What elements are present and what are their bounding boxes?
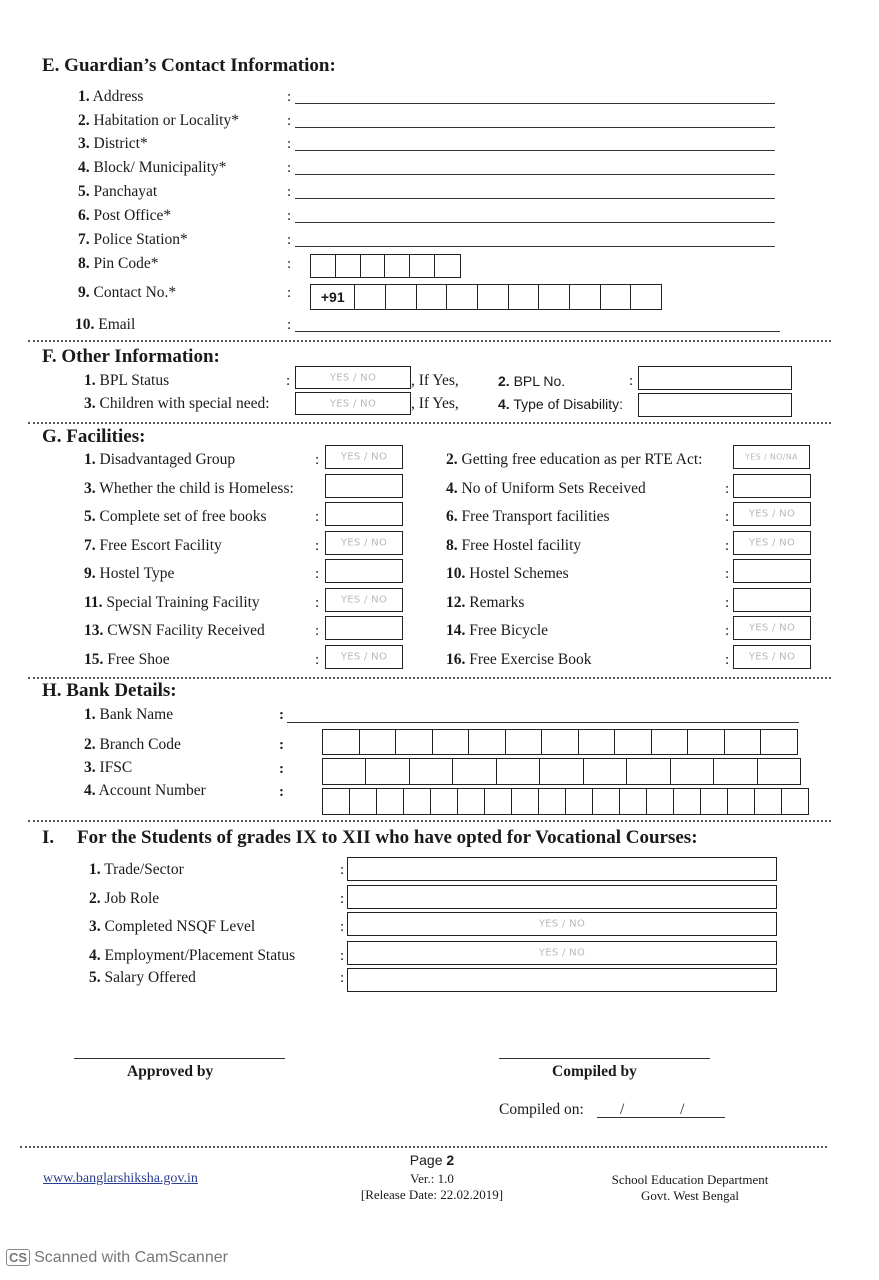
- colon: :: [287, 136, 292, 152]
- if-yes-text: , If Yes,: [411, 372, 459, 389]
- guardian-field-label: 4. Block/ Municipality*: [78, 159, 227, 176]
- guardian-field-input[interactable]: [295, 198, 775, 199]
- digit-cell[interactable]: [566, 789, 593, 814]
- bpl-no-input[interactable]: [638, 366, 792, 390]
- pin-code-input[interactable]: [310, 254, 461, 278]
- facility-label: 1. Disadvantaged Group: [84, 451, 236, 468]
- digit-cell[interactable]: [360, 730, 397, 754]
- facility-label: 16. Free Exercise Book: [446, 651, 592, 668]
- digit-cell[interactable]: [584, 759, 627, 784]
- section-divider: [28, 422, 831, 424]
- country-code: +91: [320, 289, 345, 305]
- vocational-field-label: 1. Trade/Sector: [89, 861, 184, 878]
- section-divider: [28, 820, 831, 822]
- facility-label: 13. CWSN Facility Received: [84, 622, 265, 639]
- digit-cell[interactable]: [761, 730, 797, 754]
- facility-input[interactable]: [733, 474, 811, 498]
- colon: :: [340, 919, 345, 935]
- facility-label: 14. Free Bicycle: [446, 622, 549, 639]
- facility-input[interactable]: [733, 531, 811, 555]
- digit-cell[interactable]: [674, 789, 701, 814]
- guardian-field-label: 7. Police Station*: [78, 231, 188, 248]
- branch-code-label: 2. Branch Code: [84, 736, 181, 753]
- digit-cell[interactable]: [593, 789, 620, 814]
- section-f-title: F. Other Information:: [42, 346, 220, 367]
- colon: :: [287, 317, 292, 333]
- yes-no-hint: YES / NO: [538, 947, 586, 959]
- colon: :: [287, 160, 292, 176]
- facility-input[interactable]: [325, 645, 403, 669]
- digit-cell[interactable]: [755, 789, 782, 814]
- guardian-field-input[interactable]: [295, 127, 775, 128]
- digit-cell[interactable]: [782, 789, 808, 814]
- colon: :: [340, 862, 345, 878]
- guardian-field-label: 1. Address: [78, 88, 144, 105]
- colon: :: [340, 891, 345, 907]
- digit-cell[interactable]: [671, 759, 714, 784]
- facility-label: 15. Free Shoe: [84, 651, 170, 668]
- branch-code-input[interactable]: [322, 729, 798, 755]
- facility-label: 8. Free Hostel facility: [446, 537, 582, 554]
- special-need-label: 3. Children with special need:: [84, 395, 270, 412]
- digit-cell[interactable]: [652, 730, 689, 754]
- camscanner-logo-icon: CS: [6, 1249, 30, 1266]
- guardian-field-input[interactable]: [295, 222, 775, 223]
- bpl-status-label: 1. BPL Status: [84, 372, 170, 389]
- digit-cell[interactable]: [366, 759, 409, 784]
- website-link[interactable]: www.banglarshiksha.gov.in: [43, 1171, 198, 1186]
- digit-cell[interactable]: [615, 730, 652, 754]
- digit-cell[interactable]: [469, 730, 506, 754]
- page-number: Page 2: [409, 1152, 455, 1168]
- facility-input[interactable]: [325, 531, 403, 555]
- yes-no-hint: YES / NO: [748, 537, 796, 549]
- guardian-field-input[interactable]: [295, 103, 775, 104]
- digit-cell[interactable]: [377, 789, 404, 814]
- colon: :: [287, 256, 292, 272]
- colon: :: [287, 285, 292, 301]
- facility-label: 10. Hostel Schemes: [446, 565, 569, 582]
- department-name: School Education Department: [611, 1172, 769, 1187]
- facility-label: 6. Free Transport facilities: [446, 508, 610, 525]
- colon: :: [315, 509, 320, 525]
- facility-input[interactable]: [325, 474, 403, 498]
- yes-no-hint: YES / NO: [748, 622, 796, 634]
- colon: :: [315, 652, 320, 668]
- camscanner-text: Scanned with CamScanner: [34, 1249, 228, 1266]
- guardian-field-label: 5. Panchayat: [78, 183, 158, 200]
- yes-no-hint: YES / NO: [329, 398, 377, 409]
- guardian-field-label: 10. Email: [75, 316, 136, 333]
- digit-cell[interactable]: [701, 789, 728, 814]
- digit-cell[interactable]: [542, 730, 579, 754]
- digit-cell[interactable]: [579, 730, 616, 754]
- colon: :: [725, 509, 730, 525]
- section-i-title: For the Students of grades IX to XII who have opted for Vocational Courses:: [77, 827, 698, 848]
- digit-cell[interactable]: [431, 789, 458, 814]
- colon: :: [287, 184, 292, 200]
- guardian-field-input[interactable]: [295, 174, 775, 175]
- digit-cell[interactable]: [410, 759, 453, 784]
- digit-cell[interactable]: [323, 759, 366, 784]
- facility-label: 11. Special Training Facility: [84, 594, 260, 611]
- facility-label: 12. Remarks: [446, 594, 525, 611]
- colon: :: [315, 566, 320, 582]
- digit-cell[interactable]: [540, 759, 583, 784]
- digit-cell[interactable]: [350, 789, 377, 814]
- yes-no-hint: YES / NO: [329, 372, 377, 383]
- yes-no-hint: YES / NO: [748, 651, 796, 663]
- facility-input[interactable]: [325, 445, 403, 469]
- digit-cell[interactable]: [323, 789, 350, 814]
- facility-input[interactable]: [733, 445, 810, 469]
- facility-input[interactable]: [325, 502, 403, 526]
- guardian-field-input[interactable]: [295, 246, 775, 247]
- yes-no-hint: YES / NO: [340, 537, 388, 549]
- vocational-field-input[interactable]: [347, 857, 777, 881]
- facility-label: 7. Free Escort Facility: [84, 537, 222, 554]
- colon: :: [286, 373, 291, 389]
- digit-cell[interactable]: [758, 759, 800, 784]
- facility-input[interactable]: [733, 588, 811, 612]
- yes-no-hint: YES / NO: [340, 651, 388, 663]
- colon: :: [287, 113, 292, 129]
- vocational-field-input[interactable]: [347, 912, 777, 936]
- facility-label: 5. Complete set of free books: [84, 508, 267, 525]
- digit-cell[interactable]: [539, 789, 566, 814]
- release-date: [Release Date: 22.02.2019]: [360, 1187, 504, 1202]
- colon: :: [315, 452, 320, 468]
- disability-label: 4. Type of Disability:: [498, 396, 624, 412]
- vocational-field-input[interactable]: [347, 941, 777, 965]
- approved-by-label: Approved by: [127, 1063, 214, 1080]
- guardian-field-label: 3. District*: [78, 135, 148, 152]
- government-name: Govt. West Bengal: [640, 1188, 739, 1203]
- yes-no-hint: YES / NO: [538, 918, 586, 930]
- section-h-title: H. Bank Details:: [42, 680, 177, 701]
- yes-no-hint: YES / NO: [340, 451, 388, 463]
- colon: :: [279, 784, 284, 800]
- special-need-input[interactable]: [295, 392, 411, 415]
- compiled-on-label: Compiled on:: [499, 1101, 584, 1118]
- colon: :: [725, 538, 730, 554]
- colon: :: [725, 623, 730, 639]
- colon: :: [279, 761, 284, 777]
- section-divider: [28, 677, 831, 679]
- yes-no-hint: YES / NO: [340, 594, 388, 606]
- yes-no-hint: YES / NO/NA: [745, 452, 798, 462]
- colon: :: [725, 595, 730, 611]
- digit-cell[interactable]: [688, 730, 725, 754]
- digit-cell[interactable]: [396, 730, 433, 754]
- digit-cell[interactable]: [725, 730, 762, 754]
- guardian-field-label: 8. Pin Code*: [78, 255, 159, 272]
- version: Ver.: 1.0: [410, 1171, 454, 1186]
- facility-input[interactable]: [733, 645, 811, 669]
- approved-signature-line[interactable]: [74, 1058, 285, 1059]
- digit-cell[interactable]: [323, 730, 360, 754]
- disability-input[interactable]: [638, 393, 792, 417]
- date-separators: / /: [620, 1101, 711, 1118]
- colon: :: [340, 970, 345, 986]
- colon: :: [629, 373, 634, 389]
- colon: :: [279, 737, 284, 753]
- colon: :: [279, 707, 284, 723]
- vocational-field-input[interactable]: [347, 968, 777, 992]
- digit-cell[interactable]: [458, 789, 485, 814]
- digit-cell[interactable]: [647, 789, 674, 814]
- section-g-title: G. Facilities:: [42, 426, 146, 447]
- colon: :: [287, 89, 292, 105]
- facility-label: 2. Getting free education as per RTE Act:: [446, 451, 703, 468]
- digit-cell[interactable]: [620, 789, 647, 814]
- contact-number-input[interactable]: [310, 284, 662, 310]
- facility-input[interactable]: [733, 559, 811, 583]
- footer-divider: [20, 1146, 827, 1148]
- ifsc-label: 3. IFSC: [84, 759, 133, 776]
- facility-input[interactable]: [733, 502, 811, 526]
- digit-cell[interactable]: [512, 789, 539, 814]
- colon: :: [315, 538, 320, 554]
- guardian-field-input[interactable]: [295, 331, 780, 332]
- account-number-label: 4. Account Number: [84, 782, 206, 799]
- guardian-field-input[interactable]: [295, 150, 775, 151]
- facility-input[interactable]: [733, 616, 811, 640]
- if-yes-text: , If Yes,: [411, 395, 459, 412]
- guardian-field-label: 9. Contact No.*: [78, 284, 177, 301]
- digit-cell[interactable]: [627, 759, 670, 784]
- compiled-by-label: Compiled by: [552, 1063, 637, 1080]
- bpl-status-input[interactable]: [295, 366, 411, 389]
- colon: :: [315, 595, 320, 611]
- digit-cell[interactable]: [497, 759, 540, 784]
- colon: :: [287, 208, 292, 224]
- colon: :: [725, 652, 730, 668]
- vocational-field-label: 5. Salary Offered: [89, 969, 196, 986]
- bpl-no-label: 2. BPL No.: [498, 373, 566, 389]
- colon: :: [725, 481, 730, 497]
- digit-cell[interactable]: [728, 789, 755, 814]
- digit-cell[interactable]: [506, 730, 543, 754]
- ifsc-input[interactable]: [322, 758, 801, 785]
- digit-cell[interactable]: [433, 730, 470, 754]
- bank-name-input[interactable]: [287, 722, 799, 723]
- compiled-signature-line[interactable]: [499, 1058, 710, 1059]
- digit-cell[interactable]: [404, 789, 431, 814]
- section-divider: [28, 340, 831, 342]
- section-i-number: I.: [42, 827, 55, 848]
- bank-name-label: 1. Bank Name: [84, 706, 174, 723]
- facility-input[interactable]: [325, 588, 403, 612]
- yes-no-hint: YES / NO: [748, 508, 796, 520]
- vocational-field-label: 3. Completed NSQF Level: [89, 918, 256, 935]
- digit-cell[interactable]: [714, 759, 757, 784]
- colon: :: [315, 623, 320, 639]
- camscanner-watermark: [6, 1249, 228, 1267]
- colon: :: [340, 948, 345, 964]
- digit-cell[interactable]: [453, 759, 496, 784]
- colon: :: [287, 232, 292, 248]
- facility-label: 3. Whether the child is Homeless:: [84, 480, 294, 497]
- guardian-field-label: 6. Post Office*: [78, 207, 172, 224]
- facility-label: 4. No of Uniform Sets Received: [446, 480, 646, 497]
- facility-label: 9. Hostel Type: [84, 565, 175, 582]
- vocational-field-label: 4. Employment/Placement Status: [89, 947, 296, 964]
- account-number-input[interactable]: [322, 788, 809, 815]
- guardian-field-label: 2. Habitation or Locality*: [78, 112, 239, 129]
- section-e-title: E. Guardian’s Contact Information:: [42, 55, 336, 76]
- vocational-field-input[interactable]: [347, 885, 777, 909]
- colon: :: [725, 566, 730, 582]
- digit-cell[interactable]: [485, 789, 512, 814]
- vocational-field-label: 2. Job Role: [89, 890, 160, 907]
- facility-input[interactable]: [325, 616, 403, 640]
- facility-input[interactable]: [325, 559, 403, 583]
